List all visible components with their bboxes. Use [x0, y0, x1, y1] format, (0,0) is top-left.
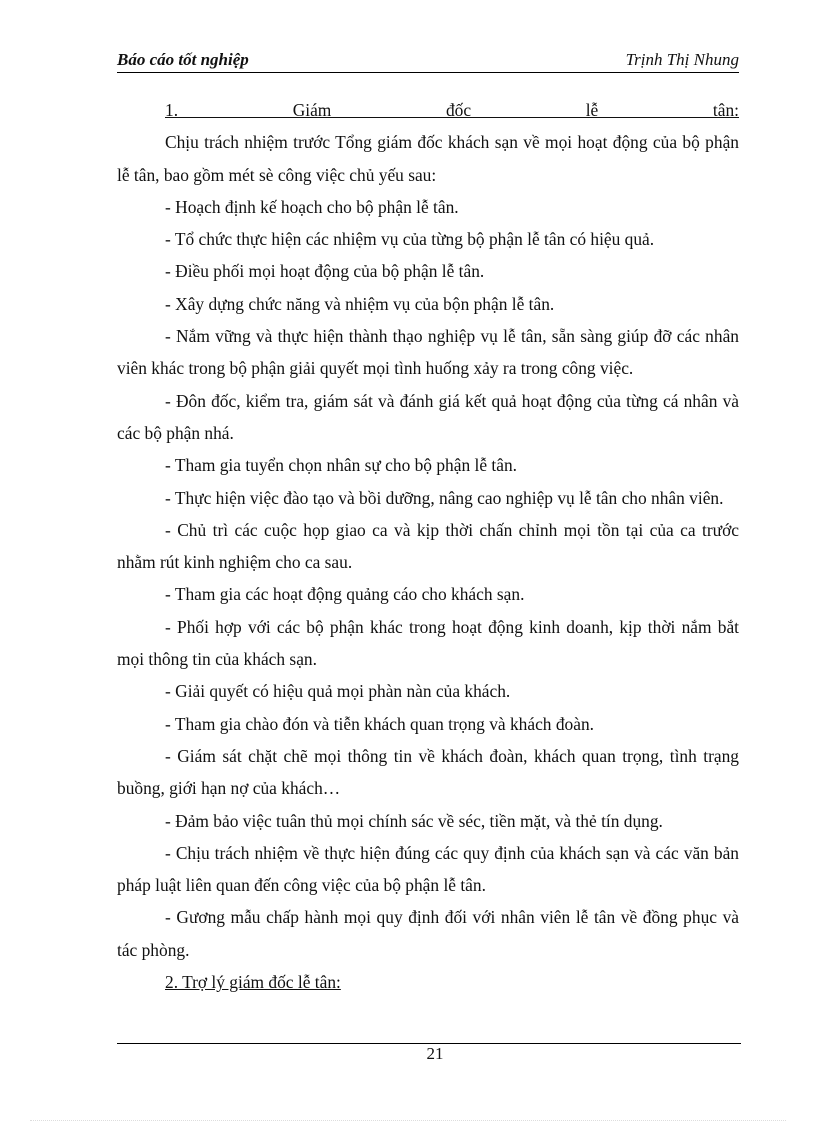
list-item: - Phối hợp với các bộ phận khác trong hoạt động kinh doanh, kịp thời nắm bắt mọi thông tin của khách sạn. — [117, 616, 739, 670]
list-item: - Gương mẫu chấp hành mọi quy định đối với nhân viên lễ tân về đồng phục và tác phòng. — [117, 907, 739, 960]
header-author-name: Trịnh Thị Nhung — [625, 50, 739, 69]
list-item: - Tham gia các hoạt động quảng cáo cho khách sạn. — [165, 584, 525, 605]
list-item: - Đôn đốc, kiểm tra, giám sát và đánh giá kết quả hoạt động của từng cá nhân và các bộ phận nhá. — [117, 390, 739, 443]
page-header — [117, 48, 739, 73]
list-item: - Tham gia chào đón và tiễn khách quan trọng và khách đoàn. — [165, 713, 594, 734]
header-report-title: Báo cáo tốt nghiệp — [117, 50, 249, 69]
paragraph: Chịu trách nhiệm trước Tổng giám đốc khách sạn về mọi hoạt động của bộ phận lễ tân, bao gồm mét sè công việc chủ yếu sau: — [117, 132, 739, 185]
list-item: - Giải quyết có hiệu quả mọi phàn nàn của khách. — [165, 681, 511, 702]
page-edge-dots — [30, 1120, 786, 1121]
page-number: 21 — [426, 1044, 444, 1063]
list-item: - Chủ trì các cuộc họp giao ca và kịp thời chấn chỉnh mọi tồn tại của ca trước nhằm rút kinh nghiệm cho ca sau. — [117, 519, 739, 573]
list-item: - Nắm vững và thực hiện thành thạo nghiệp vụ lễ tân, sẵn sàng giúp đỡ các nhân viên khác trong bộ phận giải quyết mọi tình huống xảy ra trong công việc. — [117, 326, 739, 379]
list-item: - Hoạch định kế hoạch cho bộ phận lễ tân. — [165, 196, 459, 217]
document-body — [117, 94, 739, 998]
list-item: - Tổ chức thực hiện các nhiệm vụ của từng bộ phận lễ tân có hiệu quả. — [165, 229, 655, 250]
list-item: - Điều phối mọi hoạt động của bộ phận lễ tân. — [165, 261, 485, 282]
list-item: - Đảm bảo việc tuân thủ mọi chính sác về séc, tiền mặt, và thẻ tín dụng. — [165, 810, 663, 831]
list-item: - Xây dựng chức năng và nhiệm vụ của bộn phận lễ tân. — [165, 293, 555, 314]
section-heading-2: 2. Trợ lý giám đốc lễ tân: — [165, 972, 341, 993]
list-item: - Chịu trách nhiệm về thực hiện đúng các quy định của khách sạn và các văn bản pháp luật liên quan đến công việc của bộ phận lễ tân. — [117, 842, 739, 896]
section-heading-1: 1. Giám đốc lễ tân: — [165, 100, 739, 120]
list-item: - Thực hiện việc đào tạo và bồi dưỡng, nâng cao nghiệp vụ lễ tân cho nhân viên. — [165, 487, 724, 508]
list-item: - Tham gia tuyển chọn nhân sự cho bộ phận lễ tân. — [165, 455, 517, 476]
list-item: - Giám sát chặt chẽ mọi thông tin về khách đoàn, khách quan trọng, tình trạng buồng, giới hạn nợ của khách… — [117, 745, 739, 799]
